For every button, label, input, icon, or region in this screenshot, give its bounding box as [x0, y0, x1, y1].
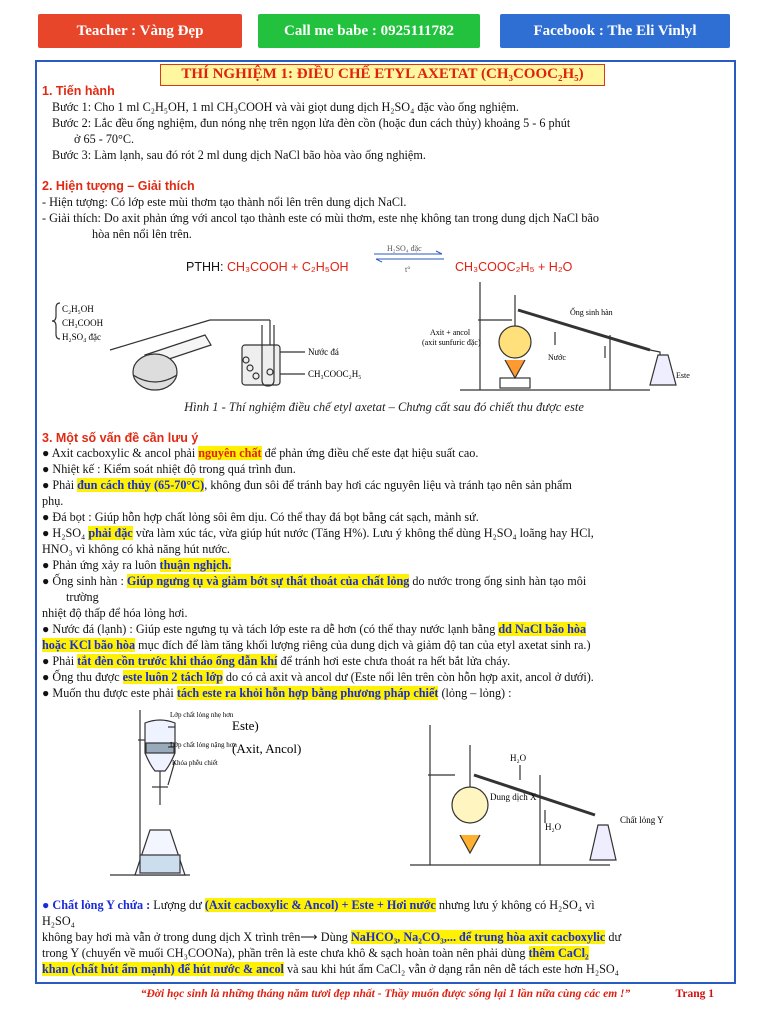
equation-products: CH₃COOC₂H₅ + H₂O: [455, 260, 573, 274]
tube-label-ethanol: C₂H₅OH: [62, 304, 94, 314]
y-note-2-highlight: NaHCO₃, Na₂CO₃,... để trung hòa axit cacboxylic: [350, 930, 606, 944]
step-2-cont: ở 65 - 70°C.: [74, 132, 135, 146]
note-10-head: ● Ống thu được: [42, 670, 123, 684]
condenser-label: Ống sinh hàn: [570, 308, 613, 317]
note-3: [42, 477, 572, 493]
equilibrium-arrow-icon: [372, 250, 446, 264]
note-8-highlight-2: hoặc KCl bão hòa: [42, 638, 136, 652]
note-4: ● Đá bọt : Giúp hỗn hợp chất lỏng sôi êm dịu. Có thể thay đá bọt bằng cát sạch, mảnh sứ.: [42, 510, 479, 524]
y-note-line-3: [42, 945, 589, 961]
y-note-3-head: trong Y (chuyển về muối CH₃COONa), phần trên là este chưa khô & sạch hoàn toàn nên phải dùng: [42, 946, 529, 960]
note-9-head: ● Phải: [42, 654, 78, 668]
footer: [35, 988, 736, 1000]
top-layer-label: Lớp chất lỏng nhẹ hơn: [170, 711, 234, 719]
bullet-text: ● Axit cacboxylic & ancol phải: [42, 446, 199, 460]
note-8: [42, 621, 586, 637]
y-note-line-2: [42, 929, 621, 945]
equation-condition: H₂SO₄ đặc: [387, 244, 422, 253]
y-note-2-tail: dư: [605, 930, 622, 944]
footer-quote: “Đời học sinh là những tháng năm tươi đẹp nhất - Thầy muốn được sống lại 1 lần nữa cùng các em !”: [140, 988, 631, 1000]
note-11: [42, 685, 512, 701]
y-note-tail: nhưng lưu ý không có H₂SO₄ vì: [435, 898, 595, 912]
explanation: - Giải thích: Do axit phản ứng với ancol tạo thành este có mùi thơm, este nhẹ không tan trong dung dịch NaCl bão: [42, 211, 599, 225]
y-note-mid: Lượng dư: [153, 898, 205, 912]
y-note-line-4: [42, 961, 619, 977]
y-note-4-tail: và sau khi hút ẩm CaCl₂ vẫn ở dạng rắn nên dễ tách este hơn H₂SO₄: [283, 962, 619, 976]
y-note: [42, 897, 595, 913]
note-5-cont: HNO₃ vì không có khả năng hút nước.: [42, 542, 230, 556]
tube-label-sulfuric: H₂SO₄ đặc: [62, 332, 102, 342]
note-8-highlight: dd NaCl bão hòa: [498, 622, 587, 636]
note-5-highlight: phải đặc: [88, 526, 133, 540]
note-9-tail: để tránh hơi este chưa thoát ra hết bắt lửa cháy.: [277, 654, 511, 668]
note-11-head: ● Muốn thu được este phải: [42, 686, 177, 700]
teacher-badge: Teacher : Vàng Đẹp: [38, 14, 242, 48]
note-6-head: ● Phản ứng xảy ra luôn: [42, 558, 160, 572]
y-note-highlight: (Axit cacboxylic & Ancol) + Este + Hơi nước: [204, 898, 436, 912]
note-1-tail: để phản ứng điều chế este đạt hiệu suất cao.: [261, 446, 479, 460]
note-5: [42, 525, 594, 541]
y-note-3-highlight: thêm CaCl₂: [528, 946, 589, 960]
equation-condition-temp: t°: [405, 265, 411, 274]
equation-label: PTHH:: [186, 260, 227, 274]
flask-label-2: (axit sunfuric đặc): [422, 338, 481, 347]
section-3-heading: 3. Một số vấn đề cần lưu ý: [42, 431, 199, 445]
note-1-highlight: nguyên chất: [198, 446, 262, 460]
note-1: [42, 445, 478, 461]
water-label: Nước: [548, 353, 566, 362]
figure-1-caption: Hình 1 - Thí nghiệm điều chế etyl axetat – Chưng cất sau đó chiết thu được este: [184, 400, 584, 414]
y-note-h2so4: H₂SO₄: [42, 914, 75, 928]
note-7-highlight: Giúp ngưng tụ và giảm bớt sự thất thoát của chất lỏng: [126, 574, 410, 588]
note-7-tail: do nước trong ống sinh hàn tạo môi: [409, 574, 587, 588]
figure-1-apparatus: [50, 280, 730, 398]
product-label: CH₃COOC₂H₅: [308, 369, 362, 379]
bottom-layer-label: Lớp chất lỏng nặng hơn: [170, 741, 237, 749]
note-7: [42, 573, 586, 589]
note-8-head: ● Nước đá (lạnh) : Giúp este ngưng tụ và tách lớp este ra dễ hơn (có thể thay nước lạnh bằng: [42, 622, 499, 636]
note-10-tail: do có cả axit và ancol dư (Este nổi lên trên còn hỗn hợp axit, ancol ở dưới).: [222, 670, 594, 684]
solution-label: Dung dịch X: [490, 792, 537, 802]
explanation-cont: hòa nên nổi lên trên.: [92, 227, 192, 241]
note-11-highlight: tách este ra khỏi hỗn hợp bằng phương pháp chiết: [176, 686, 439, 700]
note-3-cont: phụ.: [42, 494, 64, 508]
figure-2-apparatus: [90, 705, 690, 885]
reagent-tube-diagram: [52, 303, 305, 390]
axit-label: (Axit, Ancol): [232, 741, 302, 756]
flask-label: Axit + ancol: [430, 328, 471, 337]
funnel-label: Khóa phễu chiết: [172, 759, 218, 767]
step-3: Bước 3: Làm lạnh, sau đó rót 2 ml dung dịch NaCl bão hòa vào ống nghiệm.: [52, 148, 426, 162]
section-1-heading: 1. Tiến hành: [42, 84, 115, 98]
note-6: [42, 557, 231, 573]
y-note-head: ● Chất lỏng Y chứa :: [42, 898, 154, 912]
equation-reactants: CH₃COOH + C₂H₅OH: [226, 260, 349, 274]
note-5-head: ● H₂SO₄: [42, 526, 89, 540]
y-note-2-head: không bay hơi mà vẫn ở trong dung dịch X trình trên⟶ Dùng: [42, 930, 351, 944]
facebook-badge: Facebook : The Eli Vinlyl: [500, 14, 730, 48]
note-3-highlight: đun cách thủy (65-70°C): [77, 478, 205, 492]
note-7-cont-2: nhiệt độ thấp để hóa lỏng hơi.: [42, 606, 188, 620]
h2o-bottom-label: H₂O: [545, 822, 562, 832]
phenomenon: - Hiện tượng: Có lớp este mùi thơm tạo thành nổi lên trên dung dịch NaCl.: [42, 195, 407, 209]
note-3-head: ● Phải: [42, 478, 78, 492]
note-7-head: ● Ống sinh hàn :: [42, 574, 127, 588]
note-5-tail: vừa làm xúc tác, vừa giúp hút nước (Tăng H%). Lưu ý không thể dùng H₂SO₄ loãng hay HCl,: [132, 526, 594, 540]
step-1: Bước 1: Cho 1 ml C₂H₅OH, 1 ml CH₃COOH và vài giọt dung dịch H₂SO₄ đặc vào ống nghiệm.: [52, 100, 519, 114]
note-7-cont: trường: [66, 590, 99, 604]
note-8-cont: [42, 637, 591, 653]
note-3-tail: , không đun sôi để tránh bay hơi các nguyên liệu và tránh tạo nên sản phẩm: [204, 478, 572, 492]
step-2: Bước 2: Lắc đều ống nghiệm, đun nóng nhẹ trên ngọn lửa đèn cồn (hoặc đun cách thủy) khoảng 5 - 6 phút: [52, 116, 571, 130]
h2o-top-label: H₂O: [510, 753, 527, 763]
equation: [186, 259, 349, 275]
distillation-apparatus: [460, 282, 676, 390]
note-11-tail: (lỏng – lỏng) :: [438, 686, 512, 700]
separatory-funnel: [110, 710, 190, 875]
este-label: Este): [232, 718, 259, 733]
note-2: ● Nhiệt kế : Kiểm soát nhiệt độ trong quá trình đun.: [42, 462, 296, 476]
section-2-heading: 2. Hiện tượng – Giải thích: [42, 179, 195, 193]
ice-label: Nước đá: [308, 347, 339, 357]
liquid-y-label: Chất lỏng Y: [620, 815, 664, 825]
note-9: [42, 653, 510, 669]
note-10-highlight: este luôn 2 tách lớp: [122, 670, 223, 684]
page-title: THÍ NGHIỆM 1: ĐIỀU CHẾ ETYL AXETAT (CH₃COOC₂H₅): [160, 64, 605, 86]
page-number: Trang 1: [675, 988, 714, 1000]
phone-badge: Call me babe : 0925111782: [258, 14, 480, 48]
note-9-highlight: tắt đèn cồn trước khi tháo ống dẫn khí: [77, 654, 278, 668]
y-note-4-highlight: khan (chất hút ẩm mạnh) để hút nước & ancol: [42, 962, 284, 976]
tube-label-acetic: CH₃COOH: [62, 318, 104, 328]
note-8-tail: mục đích để làm tăng khối lượng riêng của dung dịch và giảm độ tan của etyl axetat sinh ra.): [135, 638, 591, 652]
note-10: [42, 669, 594, 685]
note-6-highlight: thuận nghịch.: [159, 558, 232, 572]
ester-label: Este: [676, 371, 690, 380]
